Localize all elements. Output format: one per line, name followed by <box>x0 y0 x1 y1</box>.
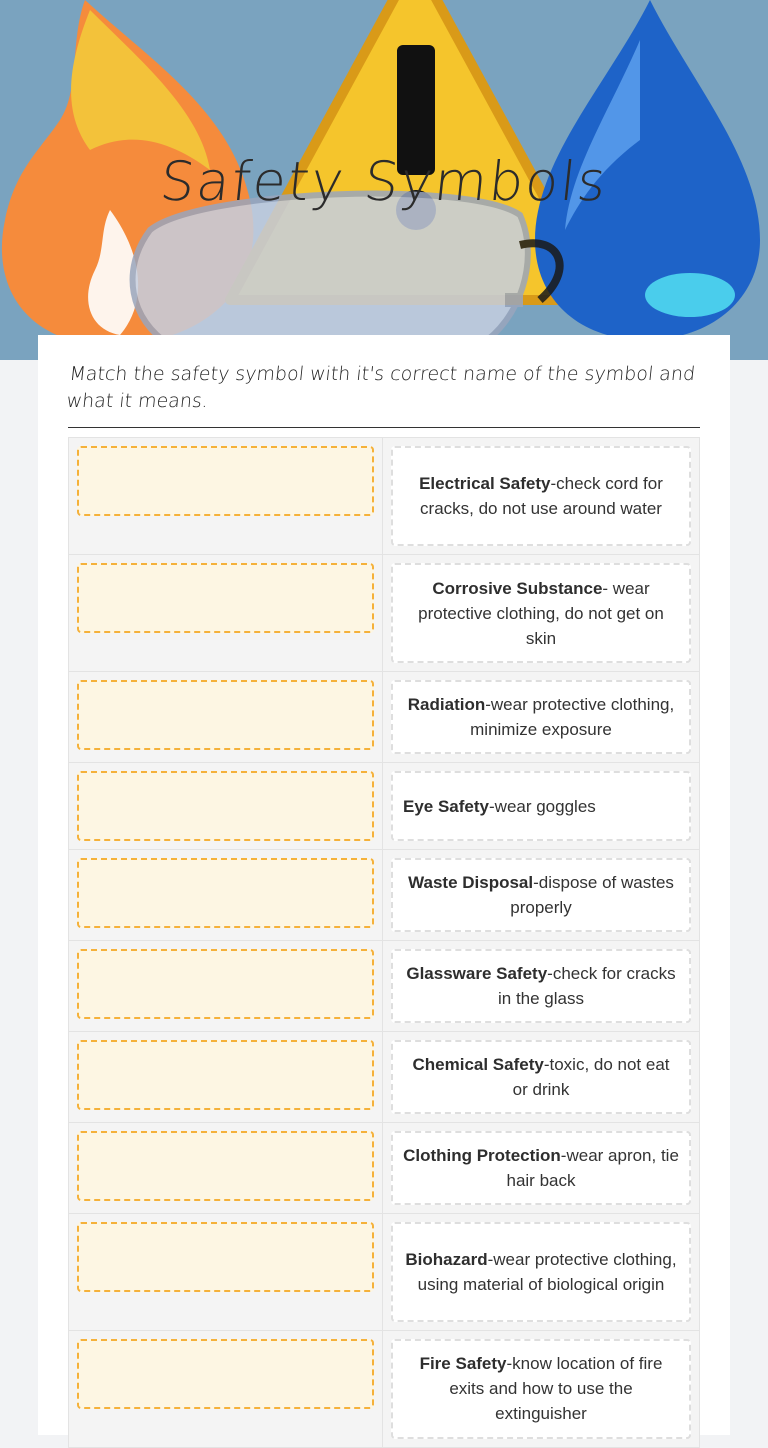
definition-cell <box>383 438 699 554</box>
definition-card[interactable] <box>391 563 691 663</box>
drop-cell <box>69 438 383 554</box>
definition-desc: -know location of fire exits and how to use the extinguisher <box>449 1354 663 1423</box>
match-row <box>69 555 699 672</box>
drop-zone[interactable] <box>77 771 374 841</box>
drop-zone[interactable] <box>77 949 374 1019</box>
match-row <box>69 1331 699 1448</box>
definition-term: Waste Disposal <box>408 873 534 892</box>
drop-cell <box>69 1123 383 1213</box>
definition-desc: -wear goggles <box>489 796 596 816</box>
matching-grid <box>68 437 700 1448</box>
definition-card[interactable] <box>391 1339 691 1439</box>
header-banner <box>0 0 768 360</box>
definition-cell <box>383 941 699 1031</box>
definition-card[interactable] <box>391 446 691 546</box>
definition-desc: -wear protective clothing, minimize exposure <box>470 695 675 739</box>
drop-cell <box>69 763 383 849</box>
definition-desc: -wear protective clothing, using material of biological origin <box>417 1250 677 1294</box>
drop-zone[interactable] <box>77 1040 374 1110</box>
definition-cell <box>383 1331 699 1447</box>
definition-desc: -toxic, do not eat or drink <box>512 1055 670 1099</box>
instructions-text: Match the safety symbol with it's correct name of the symbol and what it means. <box>65 363 697 412</box>
definition-desc: -dispose of wastes properly <box>510 873 674 917</box>
goggles-icon <box>133 194 560 345</box>
drop-zone[interactable] <box>77 858 374 928</box>
definition-term: Radiation <box>407 695 486 714</box>
definition-card[interactable] <box>391 771 691 841</box>
definition-cell <box>383 850 699 940</box>
match-row <box>69 438 699 555</box>
definition-term: Biohazard <box>405 1250 488 1269</box>
definition-desc: - wear protective clothing, do not get on skin <box>418 578 664 648</box>
match-row <box>69 1032 699 1123</box>
match-row <box>69 1214 699 1331</box>
definition-cell <box>383 1123 699 1213</box>
definition-term: Corrosive Substance <box>432 578 603 598</box>
worksheet-card <box>38 335 730 1435</box>
definition-cell <box>383 1032 699 1122</box>
definition-term: Clothing Protection <box>403 1146 561 1165</box>
definition-card[interactable] <box>391 1222 691 1322</box>
definition-term: Chemical Safety <box>412 1055 544 1074</box>
definition-card[interactable] <box>391 858 691 932</box>
definition-card[interactable] <box>391 949 691 1023</box>
definition-cell <box>383 672 699 762</box>
drop-zone[interactable] <box>77 680 374 750</box>
drop-cell <box>69 941 383 1031</box>
definition-card[interactable] <box>391 1131 691 1205</box>
drop-cell <box>69 555 383 671</box>
drop-zone[interactable] <box>77 563 374 633</box>
drop-cell <box>69 1032 383 1122</box>
drop-zone[interactable] <box>77 1222 374 1292</box>
match-row <box>69 941 699 1032</box>
divider <box>68 427 700 428</box>
drop-cell <box>69 1214 383 1330</box>
definition-desc: -check cord for cracks, do not use around water <box>420 474 663 518</box>
drop-cell <box>69 850 383 940</box>
match-row <box>69 1123 699 1214</box>
definition-term: Electrical Safety <box>419 474 551 493</box>
definition-cell <box>383 555 699 671</box>
match-row <box>69 763 699 850</box>
match-row <box>69 672 699 763</box>
drop-zone[interactable] <box>77 1131 374 1201</box>
drop-cell <box>69 1331 383 1447</box>
page-title: Safety Symbols <box>157 150 611 213</box>
definition-term: Glassware Safety <box>406 964 548 983</box>
definition-card[interactable] <box>391 680 691 754</box>
definition-term: Fire Safety <box>419 1354 507 1373</box>
drop-zone[interactable] <box>77 446 374 516</box>
definition-card[interactable] <box>391 1040 691 1114</box>
match-row <box>69 850 699 941</box>
definition-term: Eye Safety <box>403 796 489 816</box>
definition-cell <box>383 763 699 849</box>
definition-desc: -check for cracks in the glass <box>498 964 676 1008</box>
definition-cell <box>383 1214 699 1330</box>
drop-zone[interactable] <box>77 1339 374 1409</box>
drop-cell <box>69 672 383 762</box>
definition-desc: -wear apron, tie hair back <box>506 1146 679 1190</box>
